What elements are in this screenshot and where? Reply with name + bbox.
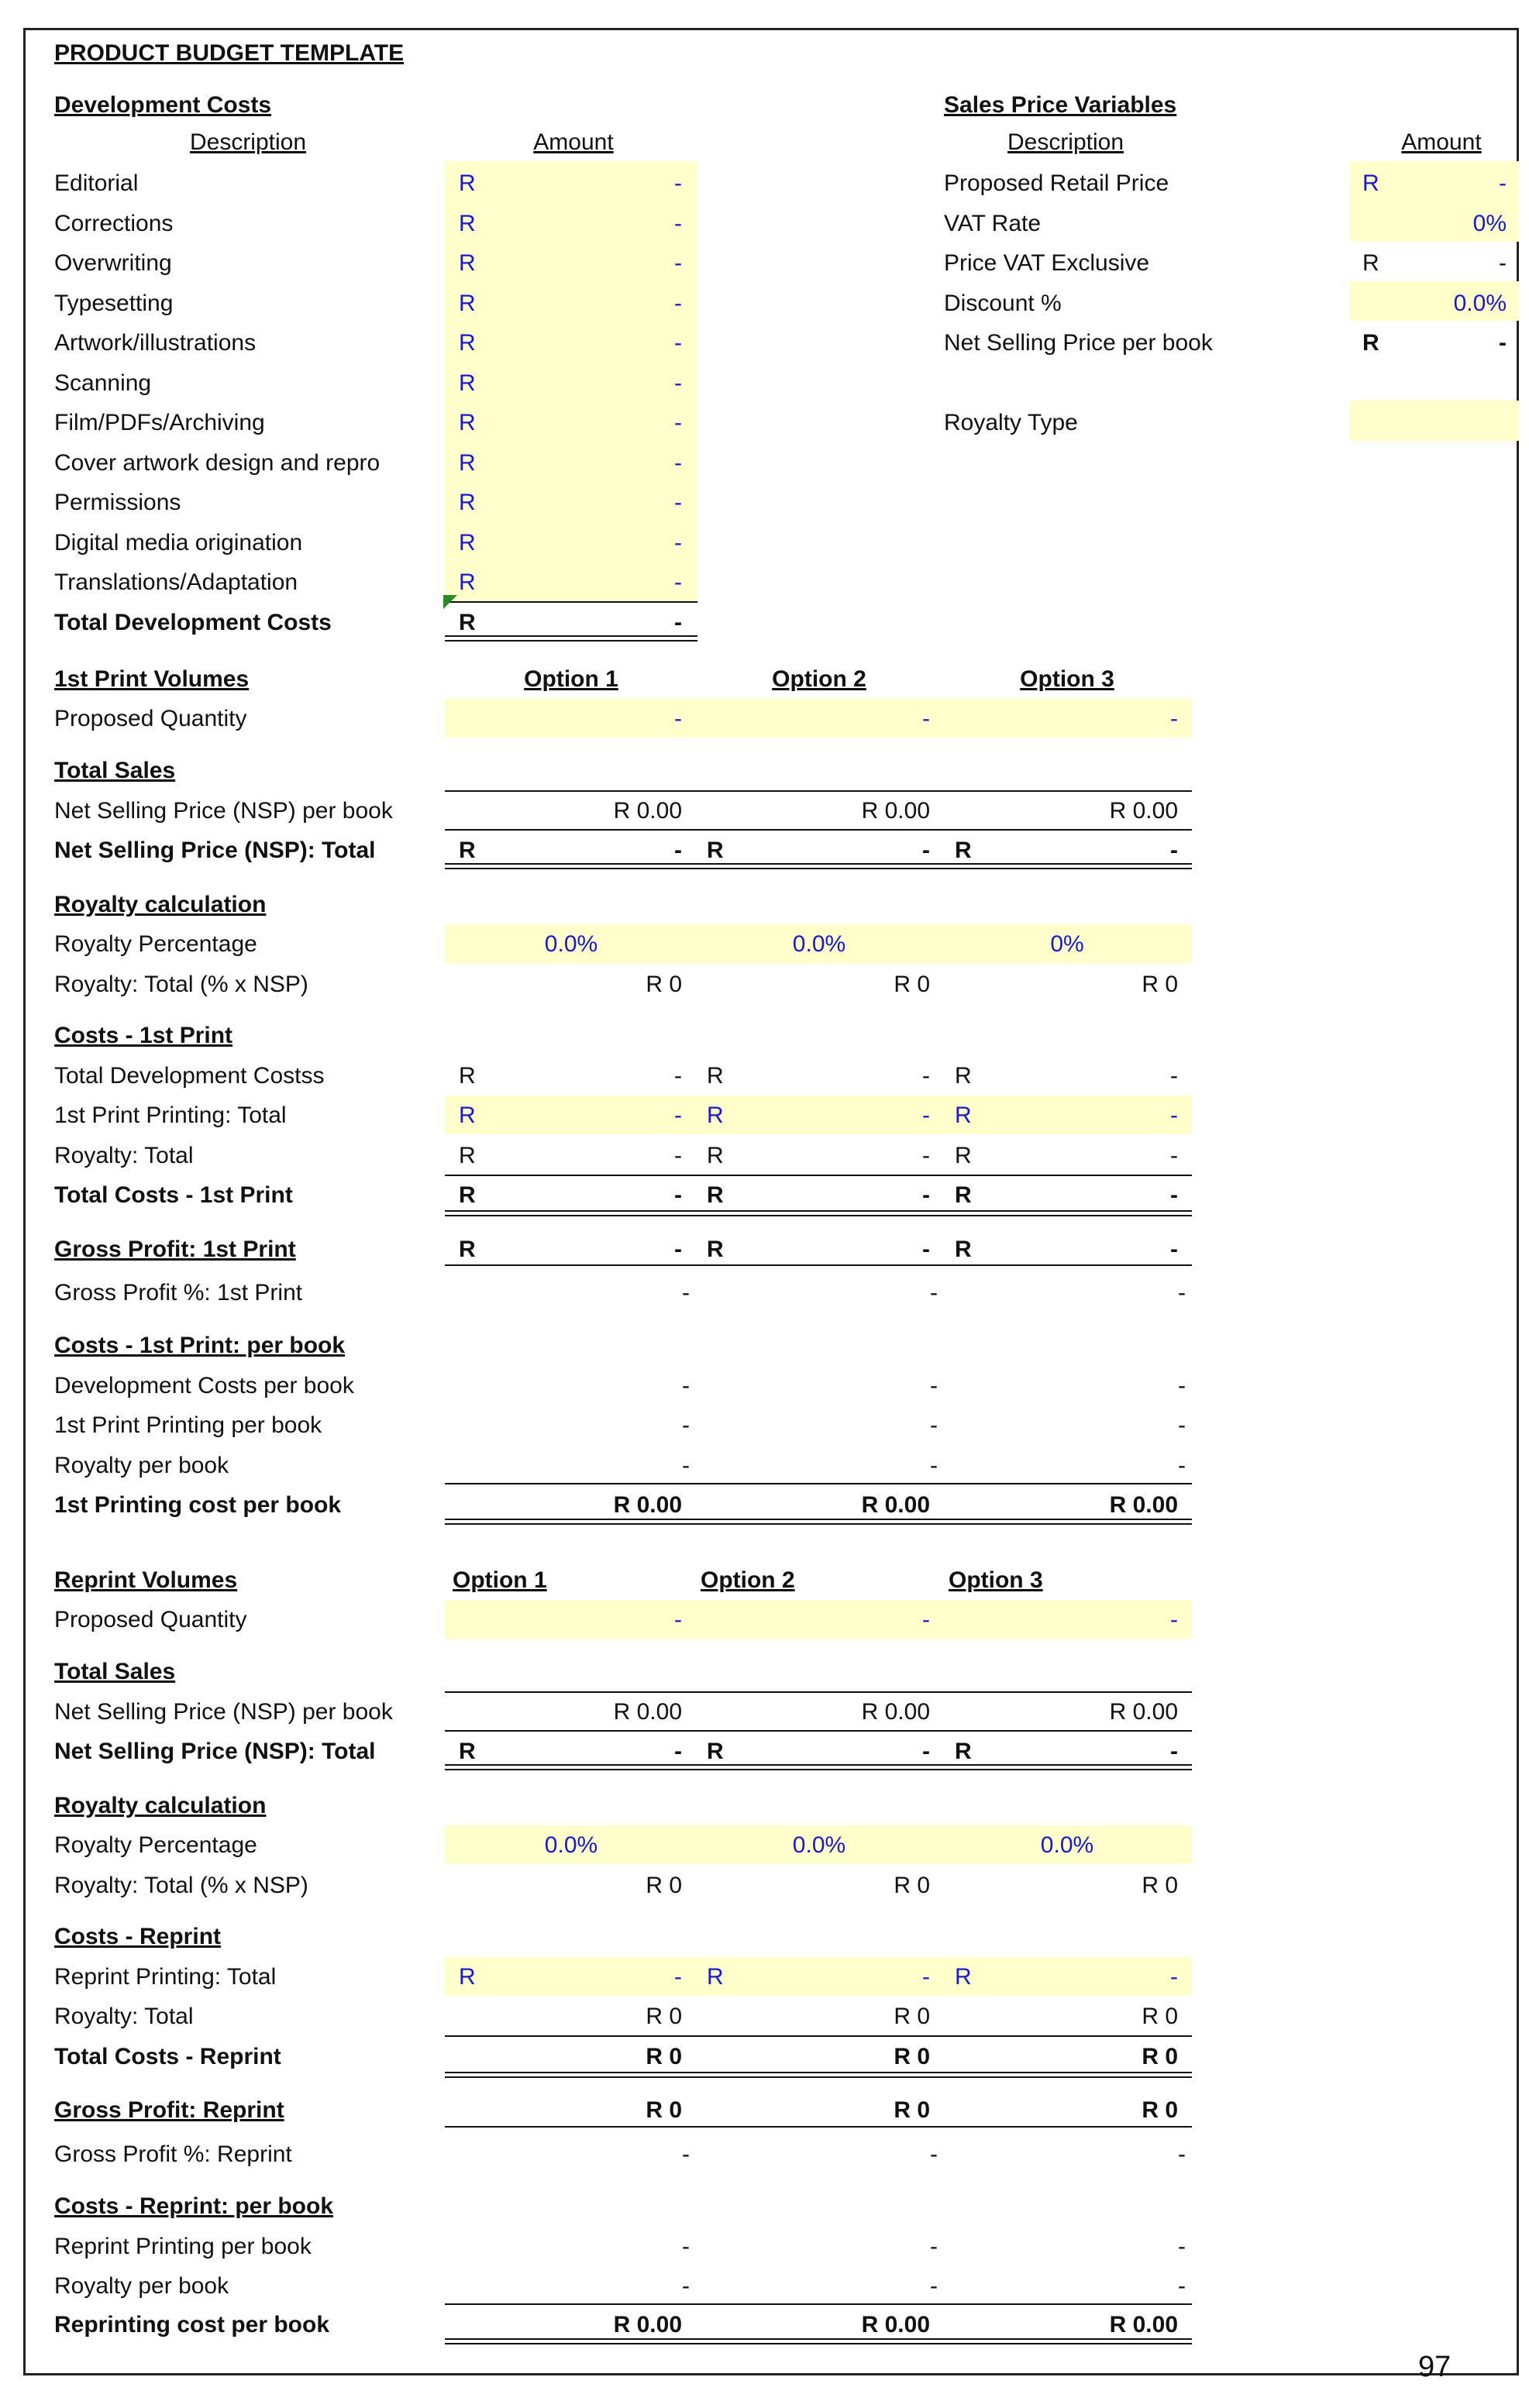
total-label: Total Costs - 1st Print	[54, 1182, 293, 1208]
per-book-value: -	[930, 1412, 938, 1438]
per-book-value: -	[930, 2273, 938, 2299]
print-cost-input[interactable]: -	[1170, 1964, 1178, 1990]
total-cost-value: -	[1170, 1182, 1178, 1208]
row-label: Cover artwork design and repro	[54, 449, 381, 476]
row-label: Net Selling Price (NSP) per book	[54, 798, 393, 824]
row-label: Proposed Quantity	[54, 706, 247, 731]
double-rule-line	[445, 1769, 1192, 1770]
row-label: Royalty per book	[54, 2273, 229, 2299]
amount-input[interactable]: -	[674, 490, 682, 515]
double-rule-line	[445, 2072, 1192, 2073]
currency-symbol: R	[955, 1237, 972, 1262]
total-cost-value: R 0	[894, 2044, 930, 2069]
double-rule-line	[445, 1215, 1192, 1216]
per-book-value: -	[930, 1453, 938, 1478]
royalty-total: R 0	[646, 972, 682, 997]
row-label: Total Development Costss	[54, 1063, 325, 1089]
nsp-total: -	[674, 1739, 682, 1764]
page-title: PRODUCT BUDGET TEMPLATE	[54, 40, 405, 66]
royalty-percentage-input[interactable]: 0.0%	[544, 1832, 598, 1858]
page-number: 97	[1418, 2351, 1452, 2383]
per-book-value: -	[682, 2273, 690, 2299]
currency-symbol[interactable]: R	[459, 290, 476, 316]
dev-cost-value: -	[674, 1063, 682, 1089]
rule-line	[445, 790, 1192, 792]
double-rule-line	[445, 640, 697, 642]
nsp-per-book: R 0.00	[613, 798, 682, 824]
gross-profit-pct: -	[1178, 1280, 1186, 1305]
amount-value: -	[1499, 330, 1507, 356]
rule-line	[445, 1730, 1192, 1732]
nsp-total: -	[1170, 838, 1178, 863]
option-header: Option 1	[453, 1567, 547, 1593]
currency-symbol: R	[459, 838, 476, 863]
double-rule-line	[445, 2076, 1192, 2078]
section-heading: Total Sales	[54, 1659, 176, 1684]
print-cost-input[interactable]: -	[674, 1103, 682, 1128]
rule-line	[445, 1264, 1192, 1266]
column-header: Amount	[1401, 129, 1482, 155]
nsp-per-book: R 0.00	[861, 798, 930, 824]
row-label: Film/PDFs/Archiving	[54, 410, 265, 435]
quantity-input[interactable]: -	[922, 1607, 930, 1632]
nsp-per-book: R 0.00	[1109, 798, 1178, 824]
currency-symbol: R	[707, 1182, 724, 1208]
currency-symbol[interactable]: R	[955, 1103, 972, 1128]
amount-input[interactable]: -	[674, 370, 682, 396]
total-cost-value: R 0	[1142, 2044, 1178, 2069]
royalty-total: R 0	[1142, 972, 1178, 997]
double-rule-line	[445, 2338, 1192, 2340]
row-label: Royalty: Total (% x NSP)	[54, 972, 308, 997]
currency-symbol[interactable]: R	[707, 1103, 724, 1128]
royalty-percentage-input[interactable]: 0%	[1050, 931, 1084, 957]
row-label: Royalty per book	[54, 1453, 229, 1478]
rule-line	[445, 2126, 1192, 2128]
subtotal-rule	[445, 601, 697, 603]
gross-profit-value: -	[1170, 1237, 1178, 1262]
section-heading: Sales Price Variables	[944, 92, 1177, 118]
option-header: Option 2	[701, 1567, 795, 1593]
rule-line	[445, 1175, 1192, 1176]
section-heading: Total Sales	[54, 758, 176, 783]
currency-symbol: R	[955, 1063, 972, 1089]
currency-symbol[interactable]: R	[459, 330, 476, 356]
row-label: Permissions	[54, 490, 181, 515]
section-heading: 1st Print Volumes	[54, 666, 250, 692]
royalty-value: -	[674, 1143, 682, 1168]
per-book-value: -	[1178, 1373, 1186, 1398]
dev-cost-value: -	[1170, 1063, 1178, 1089]
currency-symbol: R	[707, 1739, 724, 1764]
row-label: Translations/Adaptation	[54, 569, 298, 595]
section-heading: Costs - 1st Print: per book	[54, 1333, 346, 1358]
total-value: -	[674, 610, 682, 635]
row-label: Royalty: Total	[54, 2004, 194, 2029]
royalty-total: R 0	[646, 1873, 682, 1898]
rule-line	[445, 1483, 1192, 1484]
row-label: Net Selling Price per book	[944, 330, 1213, 356]
currency-symbol[interactable]: R	[459, 449, 476, 476]
section-heading: Royalty calculation	[54, 892, 267, 917]
currency-symbol: R	[955, 1182, 972, 1208]
total-label: 1st Printing cost per book	[54, 1492, 342, 1518]
row-label: Royalty Type	[944, 410, 1078, 435]
royalty-percentage-input[interactable]: 0.0%	[1040, 1832, 1094, 1858]
per-book-value: -	[682, 1453, 690, 1478]
row-label: 1st Print Printing per book	[54, 1412, 322, 1438]
currency-symbol[interactable]: R	[459, 370, 476, 396]
section-heading: Costs - Reprint: per book	[54, 2193, 334, 2219]
royalty-value: R 0	[1142, 2004, 1178, 2029]
row-label: Proposed Retail Price	[944, 170, 1169, 196]
per-book-value: -	[1178, 2234, 1186, 2259]
currency-symbol[interactable]: R	[459, 410, 476, 435]
per-book-value: -	[682, 2234, 690, 2259]
amount-value[interactable]: -	[1499, 170, 1507, 196]
nsp-per-book: R 0.00	[1109, 1699, 1178, 1725]
quantity-input[interactable]: -	[674, 706, 682, 731]
print-cost-input[interactable]: -	[1170, 1103, 1178, 1128]
spv-input-fill	[1350, 401, 1519, 441]
currency-symbol[interactable]: R	[459, 1103, 476, 1128]
currency-symbol[interactable]: R	[459, 569, 476, 595]
currency-symbol[interactable]: R	[459, 210, 476, 236]
row-label: Artwork/illustrations	[54, 330, 257, 356]
amount-input[interactable]: -	[674, 170, 682, 196]
total-cost-value: -	[674, 1182, 682, 1208]
currency-symbol[interactable]: R	[459, 250, 476, 276]
currency-symbol: R	[459, 1739, 476, 1764]
row-label: Royalty: Total	[54, 1143, 194, 1168]
double-rule-line	[445, 1210, 1192, 1212]
gross-profit-value: R 0	[646, 2097, 682, 2123]
currency-symbol: R	[459, 1143, 476, 1168]
cost-per-book-value: R 0.00	[861, 1492, 930, 1518]
royalty-value: -	[1170, 1143, 1178, 1168]
currency-symbol: R	[955, 838, 972, 863]
row-label: Development Costs per book	[54, 1373, 354, 1398]
total-label: Total Development Costs	[54, 610, 332, 635]
row-label: Reprint Printing per book	[54, 2234, 312, 2259]
print-cost-input[interactable]: -	[922, 1103, 930, 1128]
nsp-per-book: R 0.00	[861, 1699, 930, 1725]
royalty-value: R 0	[894, 2004, 930, 2029]
row-label: Typesetting	[54, 290, 174, 316]
column-header: Description	[189, 129, 307, 155]
amount-input[interactable]: -	[674, 569, 682, 595]
row-label: Gross Profit %: Reprint	[54, 2141, 292, 2167]
amount-input[interactable]: -	[674, 330, 682, 356]
amount-input[interactable]: -	[674, 529, 682, 556]
row-label: Editorial	[54, 170, 139, 196]
row-label: Net Selling Price (NSP) per book	[54, 1699, 393, 1725]
per-book-value: -	[930, 1373, 938, 1398]
gross-profit-value: -	[674, 1237, 682, 1262]
per-book-value: -	[682, 1373, 690, 1398]
option-header: Option 3	[1020, 666, 1114, 692]
gross-profit-pct: -	[682, 1280, 690, 1305]
cost-per-book-value: R 0.00	[1109, 1492, 1178, 1518]
rule-line	[445, 2303, 1192, 2305]
currency-symbol: R	[955, 1143, 972, 1168]
double-rule-line	[445, 2343, 1192, 2344]
cost-per-book-value: R 0.00	[861, 2312, 930, 2337]
double-rule-line	[445, 1764, 1192, 1766]
row-label: Reprint Printing: Total	[54, 1964, 277, 1990]
per-book-value: -	[1178, 1412, 1186, 1438]
nsp-total: -	[674, 838, 682, 863]
section-heading: Costs - 1st Print	[54, 1023, 233, 1048]
total-cost-value: R 0	[646, 2044, 682, 2069]
cost-per-book-value: R 0.00	[1109, 2312, 1178, 2337]
print-cost-input[interactable]: -	[674, 1964, 682, 1990]
row-label: Gross Profit %: 1st Print	[54, 1280, 303, 1305]
amount-value: -	[1499, 250, 1507, 276]
section-heading: Development Costs	[54, 92, 272, 118]
option-header: Option 2	[772, 666, 866, 692]
quantity-input[interactable]: -	[1170, 1607, 1178, 1632]
amount-input[interactable]: -	[674, 410, 682, 435]
row-label: VAT Rate	[944, 210, 1042, 236]
currency-symbol: R	[707, 838, 724, 863]
total-cost-value: -	[922, 1182, 930, 1208]
currency-symbol: R	[955, 1739, 972, 1764]
row-label: Royalty: Total (% x NSP)	[54, 1873, 308, 1898]
currency-symbol[interactable]: R	[459, 170, 476, 196]
print-cost-input[interactable]: -	[922, 1964, 930, 1990]
column-header: Amount	[533, 129, 614, 155]
double-rule-line	[445, 1519, 1192, 1520]
currency-symbol: R	[459, 1237, 476, 1262]
total-label: Net Selling Price (NSP): Total	[54, 1739, 376, 1764]
gross-profit-value: -	[922, 1237, 930, 1262]
option-header: Option 3	[949, 1567, 1043, 1593]
cost-per-book-value: R 0.00	[613, 2312, 682, 2337]
total-label: Net Selling Price (NSP): Total	[54, 838, 376, 863]
quantity-input[interactable]: -	[674, 1607, 682, 1632]
cost-per-book-value: R 0.00	[613, 1492, 682, 1518]
royalty-total: R 0	[894, 972, 930, 997]
currency-symbol: R	[459, 1182, 476, 1208]
royalty-percentage-input[interactable]: 0.0%	[792, 931, 846, 957]
row-label: Price VAT Exclusive	[944, 250, 1150, 276]
currency-symbol: R	[1362, 330, 1379, 356]
currency-symbol[interactable]: R	[459, 1964, 476, 1990]
amount-input[interactable]: -	[674, 290, 682, 316]
currency-symbol[interactable]: R	[707, 1964, 724, 1990]
gross-profit-label: Gross Profit: 1st Print	[54, 1237, 296, 1262]
row-label: Scanning	[54, 370, 152, 396]
total-label: Reprinting cost per book	[54, 2312, 330, 2337]
gross-profit-value: R 0	[1142, 2097, 1178, 2123]
currency-symbol: R	[707, 1063, 724, 1089]
section-heading: Royalty calculation	[54, 1793, 267, 1818]
currency-symbol: R	[1362, 250, 1379, 276]
royalty-percentage-input[interactable]: 0.0%	[544, 931, 598, 957]
nsp-total: -	[1170, 1739, 1178, 1764]
nsp-total: -	[922, 1739, 930, 1764]
amount-value[interactable]: 0.0%	[1453, 290, 1507, 316]
currency-symbol: R	[459, 1063, 476, 1089]
gross-profit-value: R 0	[894, 2097, 930, 2123]
royalty-value: R 0	[646, 2004, 682, 2029]
royalty-value: -	[922, 1143, 930, 1168]
amount-input[interactable]: -	[674, 250, 682, 276]
gross-profit-pct: -	[930, 1280, 938, 1305]
gross-profit-pct: -	[682, 2141, 690, 2167]
total-label: Total Costs - Reprint	[54, 2044, 281, 2069]
rule-line	[445, 2035, 1192, 2037]
gross-profit-label: Gross Profit: Reprint	[54, 2097, 284, 2123]
currency-symbol: R	[459, 610, 476, 635]
per-book-value: -	[930, 2234, 938, 2259]
row-label: 1st Print Printing: Total	[54, 1103, 287, 1128]
double-rule-line	[445, 635, 697, 637]
currency-symbol[interactable]: R	[1362, 170, 1379, 196]
row-label: Overwriting	[54, 250, 172, 276]
per-book-value: -	[1178, 1453, 1186, 1478]
row-label: Digital media origination	[54, 529, 303, 556]
nsp-per-book: R 0.00	[613, 1699, 682, 1725]
row-label: Discount %	[944, 290, 1062, 316]
section-heading: Reprint Volumes	[54, 1567, 238, 1593]
row-label: Proposed Quantity	[54, 1607, 247, 1632]
nsp-total: -	[922, 838, 930, 863]
amount-input[interactable]: -	[674, 210, 682, 236]
amount-value[interactable]: 0%	[1472, 210, 1507, 236]
row-label: Corrections	[54, 210, 174, 236]
double-rule-line	[445, 868, 1192, 869]
rule-line	[445, 1691, 1192, 1693]
cell-comment-marker	[443, 595, 457, 609]
royalty-percentage-input[interactable]: 0.0%	[792, 1832, 846, 1858]
row-label: Royalty Percentage	[54, 931, 257, 957]
currency-symbol[interactable]: R	[459, 529, 476, 556]
section-heading: Costs - Reprint	[54, 1924, 222, 1949]
rule-line	[445, 829, 1192, 831]
option-header: Option 1	[524, 666, 618, 692]
currency-symbol: R	[707, 1143, 724, 1168]
column-header: Description	[1007, 129, 1124, 155]
double-rule-line	[445, 1523, 1192, 1525]
currency-symbol: R	[707, 1237, 724, 1262]
royalty-total: R 0	[1142, 1873, 1178, 1898]
dev-cost-value: -	[922, 1063, 930, 1089]
amount-input[interactable]: -	[674, 449, 682, 476]
currency-symbol[interactable]: R	[955, 1964, 972, 1990]
currency-symbol[interactable]: R	[459, 490, 476, 515]
royalty-total: R 0	[894, 1873, 930, 1898]
quantity-input[interactable]: -	[922, 706, 930, 731]
gross-profit-pct: -	[930, 2141, 938, 2167]
gross-profit-pct: -	[1178, 2141, 1186, 2167]
double-rule-line	[445, 863, 1192, 865]
per-book-value: -	[1178, 2273, 1186, 2299]
row-label: Royalty Percentage	[54, 1832, 257, 1858]
quantity-input[interactable]: -	[1170, 706, 1178, 731]
per-book-value: -	[682, 1412, 690, 1438]
